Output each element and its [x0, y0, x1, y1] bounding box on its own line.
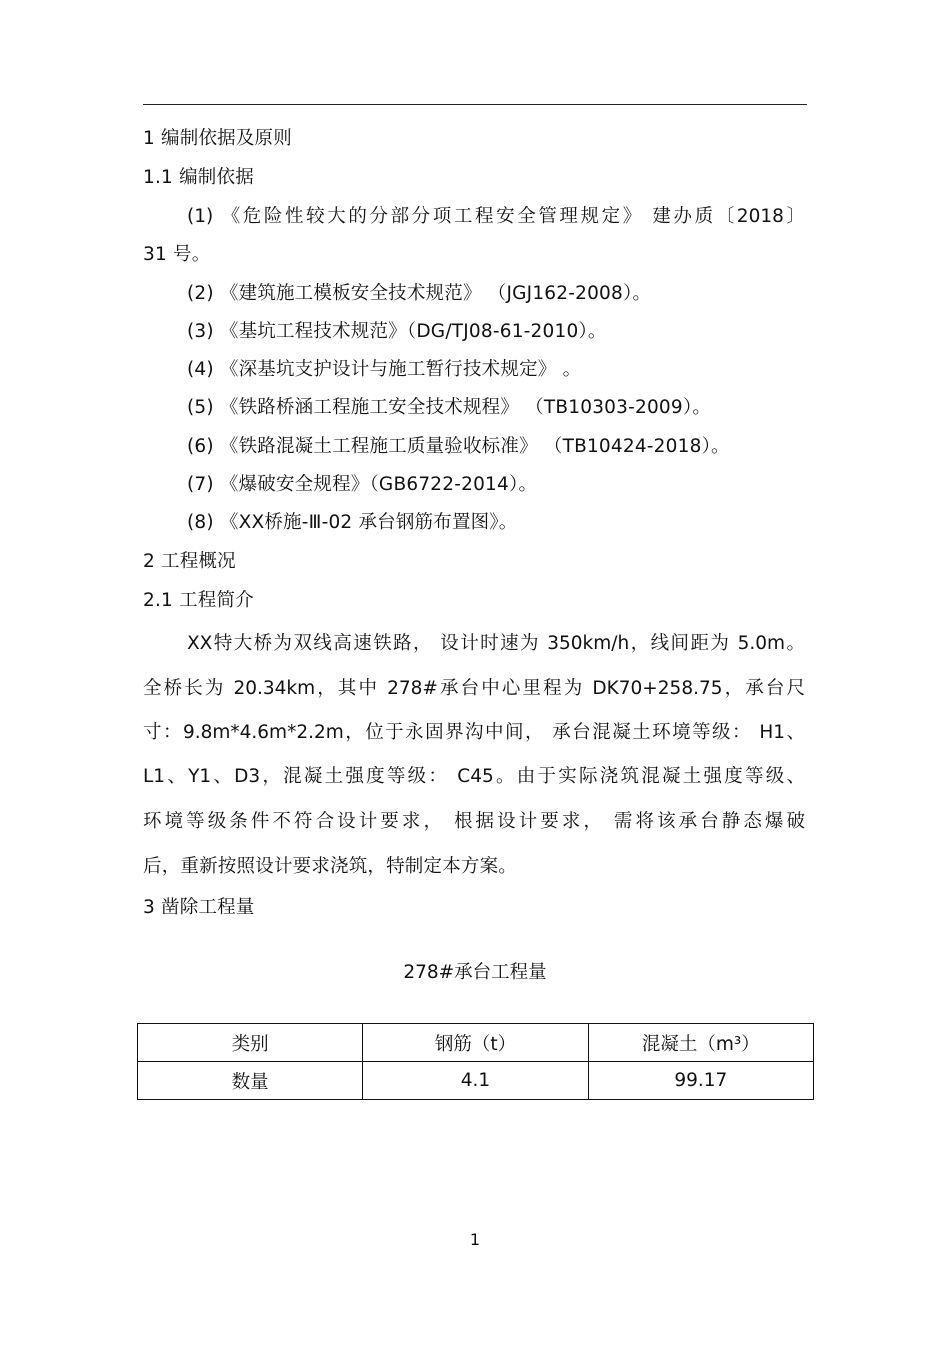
quantity-table — [137, 1023, 814, 1100]
concrete-value: 99.17 — [588, 1062, 813, 1100]
overview-line-2: 全桥长为 20.34km，其中 278#承台中心里程为 DK70+258.75，承台尺 — [143, 678, 805, 699]
section-3-title: 3 凿除工程量 — [143, 897, 255, 918]
header-rebar: 钢筋（t） — [363, 1024, 588, 1062]
overview-line-4: L1、Y1、D3，混凝土强度等级： C45。由于实际浇筑混凝土强度等级、 — [143, 766, 805, 787]
overview-line-5: 环境等级条件不符合设计要求， 根据设计要求， 需将该承台静态爆破 — [143, 811, 805, 832]
basis-item-1-continued: 31 号。 — [143, 244, 211, 265]
basis-item-5: (5) 《铁路桥涵工程施工安全技术规程》 （TB10303-2009）。 — [187, 397, 712, 418]
basis-item-1: (1) 《危险性较大的分部分项工程安全管理规定》 建办质〔2018〕 — [187, 206, 805, 227]
section-1-1-title: 1.1 编制依据 — [143, 167, 254, 188]
section-2-title: 2 工程概况 — [143, 551, 236, 572]
page-number: 1 — [469, 1230, 481, 1249]
basis-item-6: (6) 《铁路混凝土工程施工质量验收标准》 （TB10424-2018）。 — [187, 436, 730, 457]
table-header-row — [138, 1024, 814, 1062]
basis-item-8: (8) 《XX桥施-Ⅲ-02 承台钢筋布置图》。 — [187, 512, 518, 533]
basis-item-4: (4) 《深基坑支护设计与施工暂行技术规定》 。 — [187, 359, 582, 380]
basis-item-2: (2) 《建筑施工模板安全技术规范》 （JGJ162-2008）。 — [187, 283, 652, 304]
rebar-value: 4.1 — [363, 1062, 588, 1100]
overview-line-6: 后，重新按照设计要求浇筑，特制定本方案。 — [143, 856, 518, 877]
table-row — [138, 1062, 814, 1100]
basis-item-7: (7) 《爆破安全规程》（GB6722-2014）。 — [187, 474, 538, 495]
overview-line-3: 寸：9.8m*4.6m*2.2m，位于永固界沟中间， 承台混凝土环境等级： H1、 — [143, 722, 805, 743]
section-1-title: 1 编制依据及原则 — [143, 128, 292, 149]
overview-line-1: XX特大桥为双线高速铁路， 设计时速为 350km/h，线间距为 5.0m。 — [187, 633, 805, 654]
basis-item-3: (3) 《基坑工程技术规范》（DG/TJ08-61-2010）。 — [187, 321, 607, 342]
header-rule — [143, 104, 807, 105]
section-2-1-title: 2.1 工程简介 — [143, 590, 254, 611]
table-title: 278#承台工程量 — [403, 962, 547, 983]
header-concrete: 混凝土（m³） — [588, 1024, 813, 1062]
row-label: 数量 — [138, 1062, 363, 1100]
header-category: 类别 — [138, 1024, 363, 1062]
